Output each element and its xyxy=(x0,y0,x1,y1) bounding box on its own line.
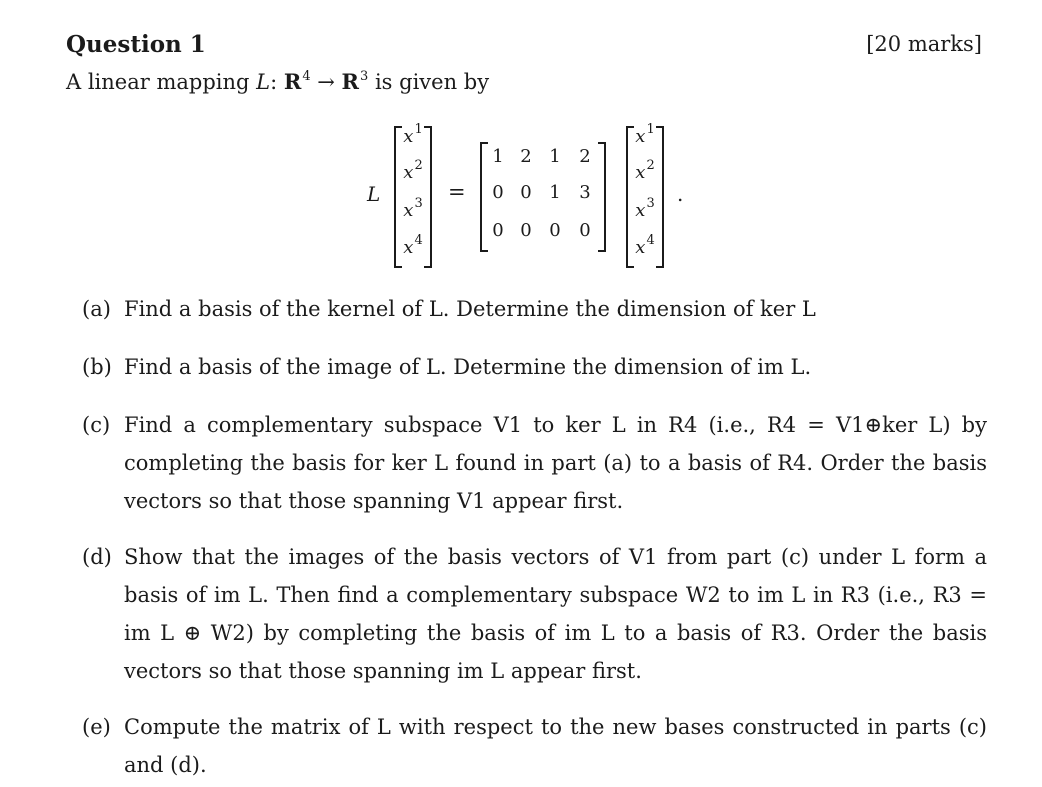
part-a xyxy=(82,290,987,328)
part-e-text: Compute the matrix of L with respect to the new bases constructed in parts (c) and (d). xyxy=(124,715,987,777)
matrix-entry-r1-c4: 2 xyxy=(579,146,591,167)
left-vector-entry-4: $x^4$ xyxy=(403,233,423,258)
part-d-text: Show that the images of the basis vectors of V1 from part (c) under L form a basis of im L. Then find a complementary subspace W2 to im L in R3 (i.e., R3 = im L ⊕ W2) by completing the basis of im L to a basis of R3. Order the basis vectors so that those spanning im L appear first. xyxy=(124,545,987,683)
matrix-entry-r3-c1: 0 xyxy=(492,220,504,241)
matrix-entry-r3-c4: 0 xyxy=(579,220,591,241)
intro-exp-3: 3 xyxy=(360,69,369,84)
right-vector-entry-1: $x^1$ xyxy=(635,122,655,147)
matrix-entry-r1-c1: 1 xyxy=(492,146,504,167)
part-a-label: (a) xyxy=(82,297,111,321)
matrix-entry-r2-c4: 3 xyxy=(579,182,591,203)
part-b-label: (b) xyxy=(82,355,112,379)
part-c-text: Find a complementary subspace V1 to ker L in R4 (i.e., R4 = V1⊕ker L) by completing the basis for ker L found in part (a) to a basis of R4. Order the basis vectors so that those spanning V1 appear first. xyxy=(124,413,987,513)
matrix-entry-r2-c3: 1 xyxy=(549,182,561,203)
intro-L: L xyxy=(256,70,271,94)
part-e-label: (e) xyxy=(82,715,111,739)
part-a-text: Find a basis of the kernel of L. Determine the dimension of ker L xyxy=(124,297,816,321)
matrix-bracket-open xyxy=(480,142,488,252)
part-d-label: (d) xyxy=(82,545,112,569)
display-equation xyxy=(0,122,1042,272)
intro-post: is given by xyxy=(368,70,490,94)
right-vector-entry-3: $x^3$ xyxy=(635,196,655,221)
matrix-entry-r1-c2: 2 xyxy=(520,146,532,167)
part-b-text: Find a basis of the image of L. Determine the dimension of im L. xyxy=(124,355,812,379)
intro-R-domain: R xyxy=(283,69,302,94)
intro-sentence xyxy=(66,69,489,94)
equals-sign: = xyxy=(448,180,466,204)
intro-colon: : xyxy=(270,70,278,94)
intro-exp-4: 4 xyxy=(302,69,311,84)
equation-period: . xyxy=(677,182,684,206)
right-vector-entry-2: $x^2$ xyxy=(635,158,655,183)
right-vector-entry-4: $x^4$ xyxy=(635,233,655,258)
part-b xyxy=(82,348,987,386)
question-title: Question 1 xyxy=(66,31,206,58)
left-vector-entry-3: $x^3$ xyxy=(403,196,423,221)
matrix-entry-r3-c3: 0 xyxy=(549,220,561,241)
intro-R-codomain: R xyxy=(341,69,359,94)
part-d xyxy=(82,538,987,690)
part-c xyxy=(82,406,987,520)
matrix-entry-r1-c3: 1 xyxy=(549,146,561,167)
matrix-entry-r3-c2: 0 xyxy=(520,220,532,241)
matrix-entry-r2-c1: 0 xyxy=(492,182,504,203)
equation-operator: L xyxy=(367,182,381,206)
matrix-bracket-close xyxy=(598,142,606,252)
matrix-entry-r2-c2: 0 xyxy=(520,182,532,203)
left-vector-entry-2: $x^2$ xyxy=(403,158,423,183)
left-vector-entry-1: $x^1$ xyxy=(403,122,423,147)
part-c-label: (c) xyxy=(82,413,111,437)
intro-arrow: → xyxy=(310,70,342,94)
intro-pre: A linear mapping xyxy=(66,70,257,94)
part-e xyxy=(82,708,987,784)
marks-label: [20 marks] xyxy=(866,32,982,56)
